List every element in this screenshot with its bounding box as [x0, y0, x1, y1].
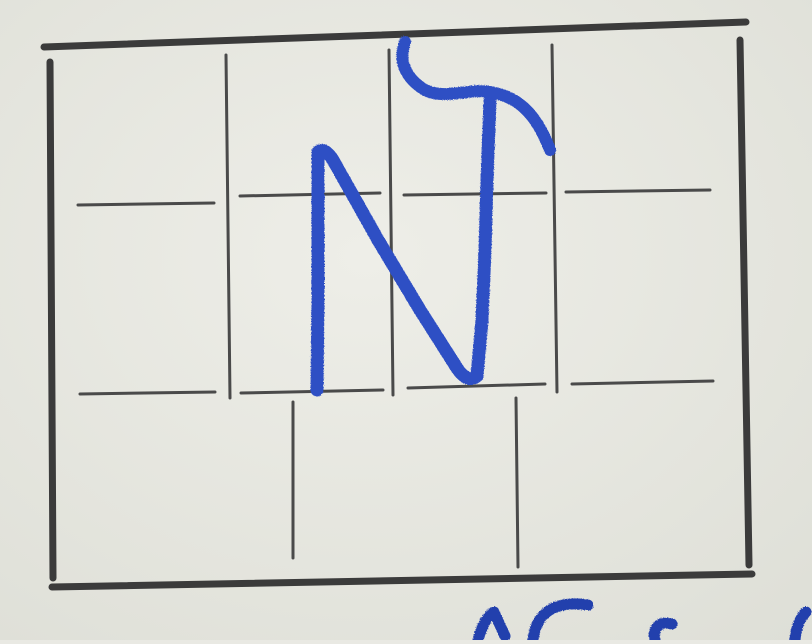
- frame-left-line: [50, 62, 53, 578]
- grid-vertical-line: [516, 398, 518, 567]
- grid-horizontal-line: [80, 392, 215, 394]
- grid-horizontal-line: [404, 193, 546, 195]
- grid-horizontal-line: [566, 190, 710, 192]
- grid-horizontal-line: [78, 203, 214, 205]
